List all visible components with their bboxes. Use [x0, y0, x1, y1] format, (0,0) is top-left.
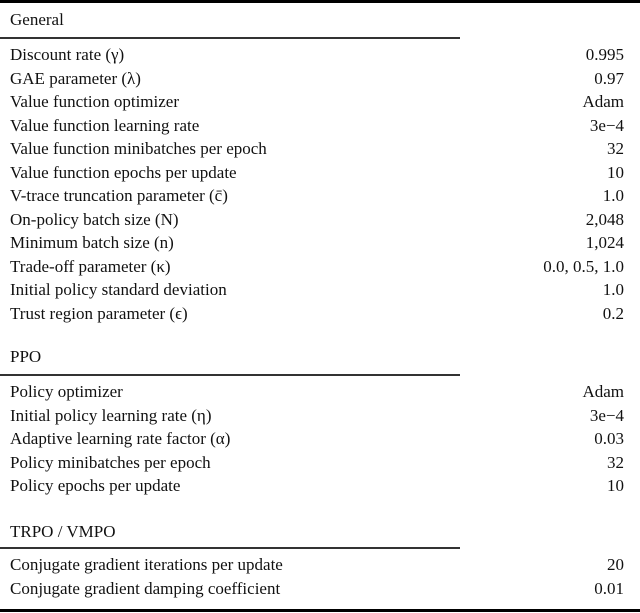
table-row	[10, 90, 624, 114]
table-row	[10, 474, 624, 498]
table-top-rule	[0, 0, 640, 3]
parameter-value: 32	[607, 139, 624, 158]
table-row	[10, 184, 624, 208]
parameter-label: GAE parameter (λ)	[10, 68, 141, 88]
parameter-label: On-policy batch size (N)	[10, 209, 179, 229]
parameter-label: Discount rate (γ)	[10, 45, 125, 64]
table-row	[10, 161, 624, 185]
table-row	[10, 404, 624, 428]
table-row	[10, 137, 624, 161]
parameter-label: Trade-off parameter (κ)	[10, 256, 171, 276]
parameter-value: 0.03	[594, 429, 624, 448]
table-row	[10, 577, 624, 601]
table-row	[10, 553, 624, 577]
table-row	[10, 43, 624, 67]
table-row	[10, 380, 624, 404]
parameter-value: 3e−4	[589, 115, 624, 135]
parameter-label: V-trace truncation parameter (c̄)	[10, 186, 228, 205]
table-row	[10, 278, 624, 302]
table-bottom-rule	[0, 609, 640, 612]
table-row	[10, 302, 624, 326]
section-title-trpo-vmpo: TRPO / VMPO	[10, 522, 116, 541]
parameter-value: 10	[607, 162, 624, 182]
table-row	[10, 451, 624, 475]
parameter-value: Adam	[582, 382, 624, 401]
section-rule	[0, 547, 460, 549]
parameter-label: Adaptive learning rate factor (α)	[10, 429, 231, 448]
parameter-value: 0.0, 0.5, 1.0	[543, 256, 624, 276]
parameter-label: Policy minibatches per epoch	[10, 452, 211, 472]
parameter-label: Initial policy learning rate (η)	[10, 405, 212, 425]
section-rows-general	[10, 43, 624, 325]
parameter-value: 0.995	[585, 45, 624, 64]
table-row	[10, 208, 624, 232]
parameter-label: Trust region parameter (ϵ)	[10, 303, 188, 323]
parameter-value: 0.2	[602, 303, 624, 323]
parameter-value: 2,048	[585, 209, 624, 229]
parameter-label: Value function epochs per update	[10, 162, 237, 182]
parameter-label: Value function optimizer	[10, 92, 180, 111]
section-rule	[0, 37, 460, 39]
parameter-value: 1,024	[585, 233, 624, 252]
parameter-label: Conjugate gradient iterations per update	[10, 555, 283, 574]
parameter-value: 20	[607, 555, 624, 574]
parameter-value: 32	[607, 452, 624, 472]
parameter-value: 1.0	[602, 186, 624, 205]
parameter-value: 3e−4	[589, 405, 624, 425]
section-rows-ppo	[10, 380, 624, 498]
section-rows-trpo-vmpo	[10, 553, 624, 600]
section-title-general: General	[10, 10, 64, 29]
parameter-value: 1.0	[602, 280, 624, 299]
parameter-value: Adam	[582, 92, 624, 111]
parameter-value: 0.97	[594, 68, 624, 88]
table-row	[10, 255, 624, 279]
table-row	[10, 427, 624, 451]
parameter-label: Minimum batch size (n)	[10, 233, 174, 252]
parameter-label: Policy epochs per update	[10, 476, 181, 495]
section-title-ppo: PPO	[10, 347, 42, 366]
parameter-value: 10	[607, 476, 624, 495]
parameter-value: 0.01	[594, 578, 624, 598]
section-rule	[0, 374, 460, 376]
parameter-label: Value function minibatches per epoch	[10, 139, 267, 158]
table-row	[10, 67, 624, 91]
table-row	[10, 231, 624, 255]
parameter-label: Initial policy standard deviation	[10, 280, 227, 299]
table-row	[10, 114, 624, 138]
parameter-label: Policy optimizer	[10, 382, 123, 401]
parameter-label: Conjugate gradient damping coefficient	[10, 578, 281, 598]
parameter-label: Value function learning rate	[10, 115, 200, 135]
